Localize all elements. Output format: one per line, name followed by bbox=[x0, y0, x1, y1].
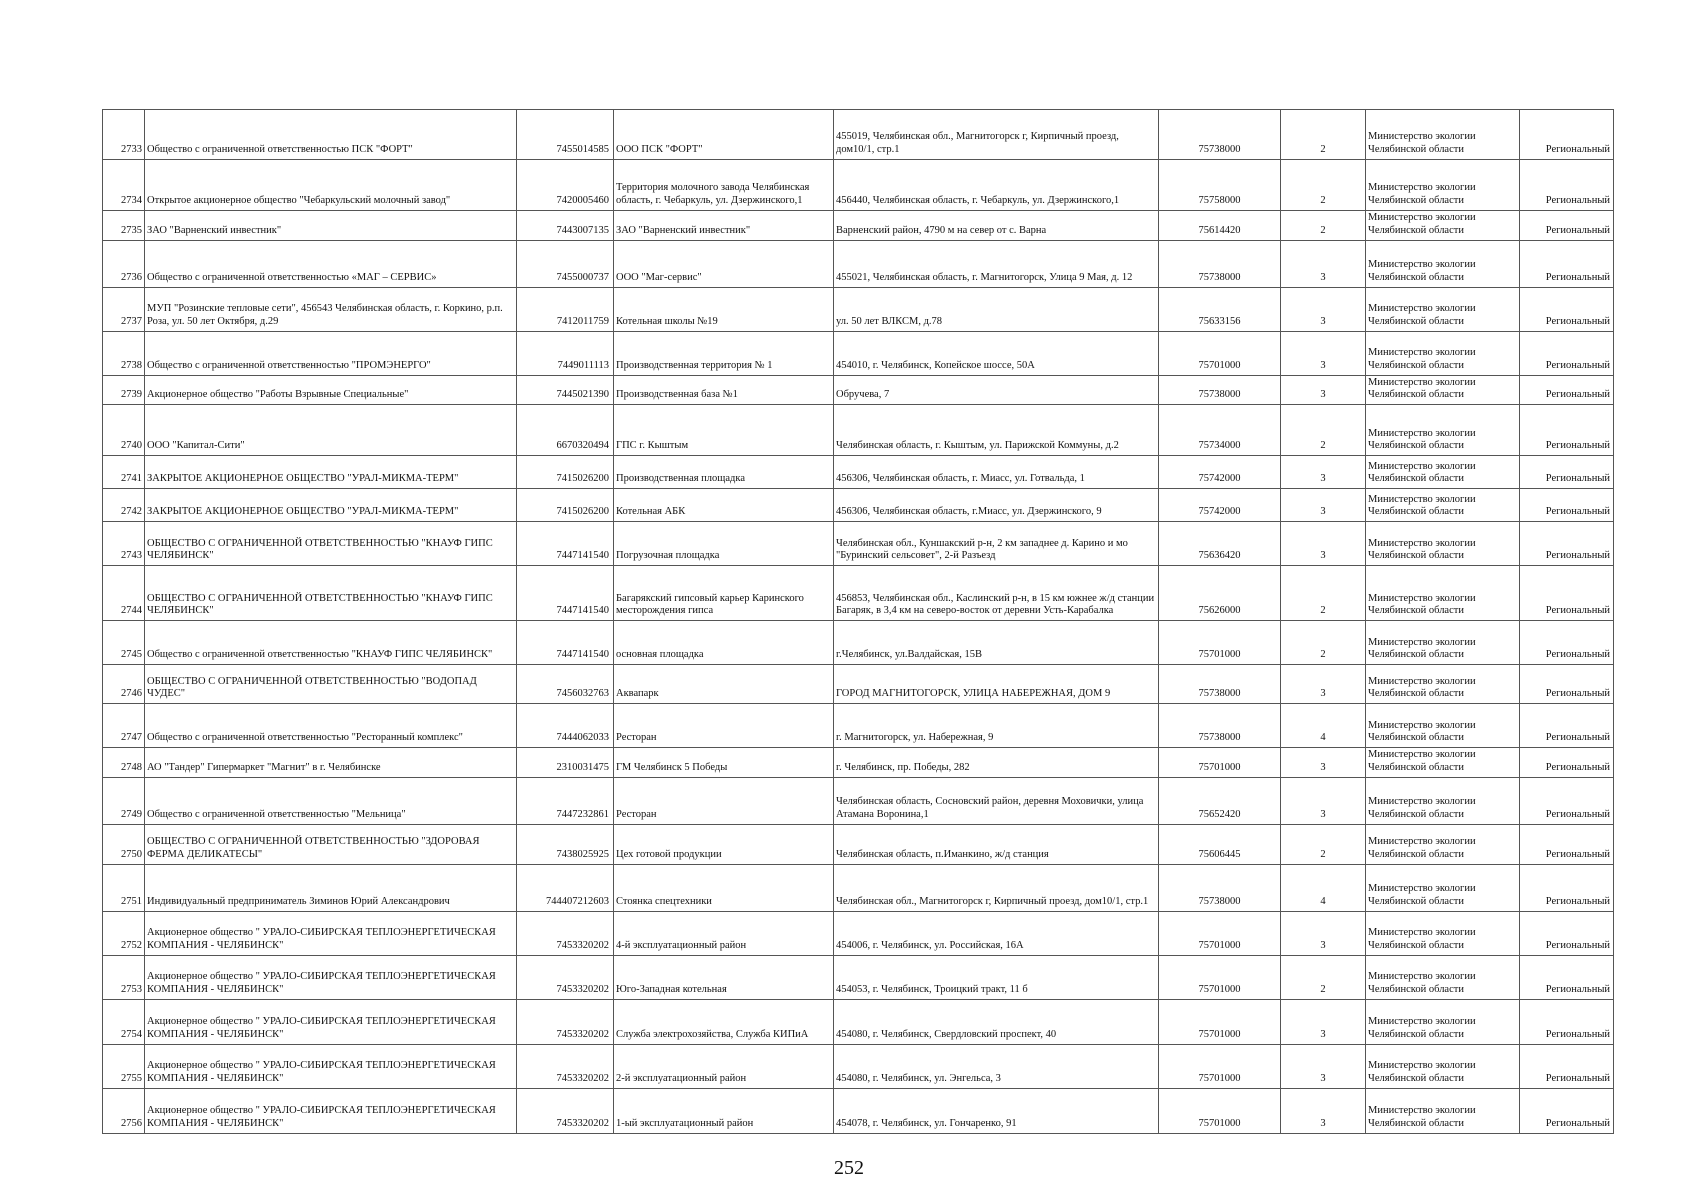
object-name: Аквапарк bbox=[614, 665, 834, 704]
inn-value: 7455014585 bbox=[517, 110, 614, 160]
table-row bbox=[103, 522, 1614, 566]
object-address: г. Магнитогорск, ул. Набережная, 9 bbox=[834, 704, 1159, 748]
row-number: 2749 bbox=[103, 777, 145, 824]
object-address: 456853, Челябинская обл., Каслинский р-н, в 15 км южнее ж/д станции Багаряк, в 3,4 км на северо-восток от деревни Усть-Карабалка bbox=[834, 566, 1159, 621]
hazard-category: 3 bbox=[1281, 489, 1366, 522]
supervision-level: Региональный bbox=[1520, 522, 1614, 566]
row-number: 2742 bbox=[103, 489, 145, 522]
table-row bbox=[103, 621, 1614, 665]
inn-value: 7445021390 bbox=[517, 375, 614, 405]
table-row bbox=[103, 160, 1614, 211]
hazard-category: 3 bbox=[1281, 999, 1366, 1044]
organization-name: Акционерное общество " УРАЛО-СИБИРСКАЯ ТЕПЛОЭНЕРГЕТИЧЕСКАЯ КОМПАНИЯ - ЧЕЛЯБИНСК" bbox=[145, 911, 517, 955]
hazard-category: 3 bbox=[1281, 331, 1366, 375]
oktmo-code: 75626000 bbox=[1159, 566, 1281, 621]
object-name: Котельная АБК bbox=[614, 489, 834, 522]
table-row bbox=[103, 456, 1614, 489]
supervision-level: Региональный bbox=[1520, 955, 1614, 999]
row-number: 2753 bbox=[103, 955, 145, 999]
hazard-category: 3 bbox=[1281, 777, 1366, 824]
inn-value: 7453320202 bbox=[517, 999, 614, 1044]
hazard-category: 3 bbox=[1281, 522, 1366, 566]
hazard-category: 3 bbox=[1281, 1088, 1366, 1133]
supervision-level: Региональный bbox=[1520, 1044, 1614, 1088]
hazard-category: 3 bbox=[1281, 665, 1366, 704]
table-row bbox=[103, 405, 1614, 456]
supervising-authority: Министерство экологии Челябинской области bbox=[1366, 704, 1520, 748]
object-name: ООО "Маг-сервис" bbox=[614, 240, 834, 287]
table-row bbox=[103, 704, 1614, 748]
inn-value: 744407212603 bbox=[517, 864, 614, 911]
row-number: 2750 bbox=[103, 824, 145, 864]
table-row bbox=[103, 955, 1614, 999]
object-name: ООО ПСК "ФОРТ" bbox=[614, 110, 834, 160]
table-row bbox=[103, 824, 1614, 864]
hazard-category: 3 bbox=[1281, 1044, 1366, 1088]
hazard-category: 3 bbox=[1281, 911, 1366, 955]
supervising-authority: Министерство экологии Челябинской области bbox=[1366, 522, 1520, 566]
row-number: 2734 bbox=[103, 160, 145, 211]
organization-name: Акционерное общество " УРАЛО-СИБИРСКАЯ ТЕПЛОЭНЕРГЕТИЧЕСКАЯ КОМПАНИЯ - ЧЕЛЯБИНСК" bbox=[145, 1044, 517, 1088]
table-row bbox=[103, 911, 1614, 955]
row-number: 2736 bbox=[103, 240, 145, 287]
object-name: Служба электрохозяйства, Служба КИПиА bbox=[614, 999, 834, 1044]
object-address: ул. 50 лет ВЛКСМ, д.78 bbox=[834, 287, 1159, 331]
object-name: Ресторан bbox=[614, 704, 834, 748]
supervising-authority: Министерство экологии Челябинской области bbox=[1366, 824, 1520, 864]
table-row bbox=[103, 1044, 1614, 1088]
object-address: 454053, г. Челябинск, Троицкий тракт, 11 б bbox=[834, 955, 1159, 999]
oktmo-code: 75758000 bbox=[1159, 160, 1281, 211]
supervision-level: Региональный bbox=[1520, 287, 1614, 331]
oktmo-code: 75701000 bbox=[1159, 999, 1281, 1044]
inn-value: 7420005460 bbox=[517, 160, 614, 211]
organization-name: Общество с ограниченной ответственностью "КНАУФ ГИПС ЧЕЛЯБИНСК" bbox=[145, 621, 517, 665]
object-name: Цех готовой продукции bbox=[614, 824, 834, 864]
object-name: ГМ Челябинск 5 Победы bbox=[614, 748, 834, 778]
table-row bbox=[103, 777, 1614, 824]
oktmo-code: 75701000 bbox=[1159, 331, 1281, 375]
table-row bbox=[103, 566, 1614, 621]
table-body bbox=[103, 110, 1614, 1134]
hazard-category: 3 bbox=[1281, 375, 1366, 405]
supervision-level: Региональный bbox=[1520, 566, 1614, 621]
hazard-category: 3 bbox=[1281, 748, 1366, 778]
object-name: Багарякский гипсовый карьер Каринского месторождения гипса bbox=[614, 566, 834, 621]
inn-value: 7412011759 bbox=[517, 287, 614, 331]
supervising-authority: Министерство экологии Челябинской области bbox=[1366, 1044, 1520, 1088]
hazard-category: 4 bbox=[1281, 704, 1366, 748]
supervision-level: Региональный bbox=[1520, 110, 1614, 160]
organization-name: Акционерное общество " УРАЛО-СИБИРСКАЯ ТЕПЛОЭНЕРГЕТИЧЕСКАЯ КОМПАНИЯ - ЧЕЛЯБИНСК" bbox=[145, 955, 517, 999]
inn-value: 2310031475 bbox=[517, 748, 614, 778]
table-row bbox=[103, 375, 1614, 405]
object-address: Челябинская область, Сосновский район, деревня Моховички, улица Атамана Воронина,1 bbox=[834, 777, 1159, 824]
table-row bbox=[103, 287, 1614, 331]
inn-value: 7449011113 bbox=[517, 331, 614, 375]
supervising-authority: Министерство экологии Челябинской области bbox=[1366, 566, 1520, 621]
oktmo-code: 75701000 bbox=[1159, 911, 1281, 955]
oktmo-code: 75738000 bbox=[1159, 704, 1281, 748]
organization-name: Индивидуальный предприниматель Зиминов Юрий Александрович bbox=[145, 864, 517, 911]
supervising-authority: Министерство экологии Челябинской области bbox=[1366, 489, 1520, 522]
row-number: 2738 bbox=[103, 331, 145, 375]
supervision-level: Региональный bbox=[1520, 331, 1614, 375]
hazard-category: 3 bbox=[1281, 456, 1366, 489]
row-number: 2745 bbox=[103, 621, 145, 665]
organization-name: Общество с ограниченной ответственностью ПСК "ФОРТ" bbox=[145, 110, 517, 160]
supervision-level: Региональный bbox=[1520, 160, 1614, 211]
object-address: г. Челябинск, пр. Победы, 282 bbox=[834, 748, 1159, 778]
row-number: 2743 bbox=[103, 522, 145, 566]
row-number: 2748 bbox=[103, 748, 145, 778]
object-address: ГОРОД МАГНИТОГОРСК, УЛИЦА НАБЕРЕЖНАЯ, ДОМ 9 bbox=[834, 665, 1159, 704]
organization-name: Общество с ограниченной ответственностью "Ресторанный комплекс" bbox=[145, 704, 517, 748]
table-row bbox=[103, 211, 1614, 241]
supervision-level: Региональный bbox=[1520, 999, 1614, 1044]
hazard-category: 3 bbox=[1281, 240, 1366, 287]
object-address: Обручева, 7 bbox=[834, 375, 1159, 405]
supervising-authority: Министерство экологии Челябинской области bbox=[1366, 211, 1520, 241]
oktmo-code: 75734000 bbox=[1159, 405, 1281, 456]
object-name: 1-ый эксплуатационный район bbox=[614, 1088, 834, 1133]
hazard-category: 4 bbox=[1281, 864, 1366, 911]
organization-name: Акционерное общество "Работы Взрывные Специальные" bbox=[145, 375, 517, 405]
supervision-level: Региональный bbox=[1520, 704, 1614, 748]
object-name: 2-й эксплуатационный район bbox=[614, 1044, 834, 1088]
row-number: 2733 bbox=[103, 110, 145, 160]
hazard-category: 2 bbox=[1281, 211, 1366, 241]
inn-value: 7447232861 bbox=[517, 777, 614, 824]
supervision-level: Региональный bbox=[1520, 405, 1614, 456]
object-name: Котельная школы №19 bbox=[614, 287, 834, 331]
supervision-level: Региональный bbox=[1520, 748, 1614, 778]
hazard-category: 2 bbox=[1281, 955, 1366, 999]
oktmo-code: 75652420 bbox=[1159, 777, 1281, 824]
supervision-level: Региональный bbox=[1520, 211, 1614, 241]
oktmo-code: 75738000 bbox=[1159, 864, 1281, 911]
inn-value: 7456032763 bbox=[517, 665, 614, 704]
organization-name: ОБЩЕСТВО С ОГРАНИЧЕННОЙ ОТВЕТСТВЕННОСТЬЮ "ВОДОПАД ЧУДЕС" bbox=[145, 665, 517, 704]
supervision-level: Региональный bbox=[1520, 456, 1614, 489]
table-row bbox=[103, 110, 1614, 160]
object-name: основная площадка bbox=[614, 621, 834, 665]
table-row bbox=[103, 240, 1614, 287]
table-row bbox=[103, 864, 1614, 911]
object-name: ЗАО "Варненский инвестник" bbox=[614, 211, 834, 241]
oktmo-code: 75701000 bbox=[1159, 1088, 1281, 1133]
supervising-authority: Министерство экологии Челябинской области bbox=[1366, 999, 1520, 1044]
row-number: 2756 bbox=[103, 1088, 145, 1133]
page-number: 252 bbox=[834, 1157, 864, 1179]
oktmo-code: 75701000 bbox=[1159, 748, 1281, 778]
oktmo-code: 75636420 bbox=[1159, 522, 1281, 566]
supervision-level: Региональный bbox=[1520, 864, 1614, 911]
supervision-level: Региональный bbox=[1520, 911, 1614, 955]
inn-value: 6670320494 bbox=[517, 405, 614, 456]
object-address: 454010, г. Челябинск, Копейское шоссе, 50А bbox=[834, 331, 1159, 375]
object-name: ГПС г. Кыштым bbox=[614, 405, 834, 456]
object-address: г.Челябинск, ул.Валдайская, 15В bbox=[834, 621, 1159, 665]
row-number: 2740 bbox=[103, 405, 145, 456]
table-row bbox=[103, 489, 1614, 522]
supervising-authority: Министерство экологии Челябинской области bbox=[1366, 864, 1520, 911]
object-name: Юго-Западная котельная bbox=[614, 955, 834, 999]
row-number: 2741 bbox=[103, 456, 145, 489]
hazard-category: 2 bbox=[1281, 824, 1366, 864]
inn-value: 7453320202 bbox=[517, 955, 614, 999]
table-row bbox=[103, 748, 1614, 778]
organization-name: ЗАКРЫТОЕ АКЦИОНЕРНОЕ ОБЩЕСТВО "УРАЛ-МИКМА-ТЕРМ" bbox=[145, 456, 517, 489]
hazard-category: 2 bbox=[1281, 110, 1366, 160]
row-number: 2744 bbox=[103, 566, 145, 621]
oktmo-code: 75633156 bbox=[1159, 287, 1281, 331]
table-row bbox=[103, 1088, 1614, 1133]
object-name: Погрузочная площадка bbox=[614, 522, 834, 566]
object-name: Производственная территория № 1 bbox=[614, 331, 834, 375]
hazard-category: 2 bbox=[1281, 621, 1366, 665]
supervising-authority: Министерство экологии Челябинской области bbox=[1366, 777, 1520, 824]
supervising-authority: Министерство экологии Челябинской области bbox=[1366, 240, 1520, 287]
hazard-category: 2 bbox=[1281, 566, 1366, 621]
registry-table bbox=[102, 109, 1614, 1134]
organization-name: МУП "Розинские тепловые сети", 456543 Челябинская область, г. Коркино, р.п. Роза, ул. 50 лет Октября, д.29 bbox=[145, 287, 517, 331]
oktmo-code: 75606445 bbox=[1159, 824, 1281, 864]
oktmo-code: 75701000 bbox=[1159, 1044, 1281, 1088]
organization-name: ООО "Капитал-Сити" bbox=[145, 405, 517, 456]
supervising-authority: Министерство экологии Челябинской области bbox=[1366, 911, 1520, 955]
row-number: 2754 bbox=[103, 999, 145, 1044]
organization-name: АО "Тандер" Гипермаркет "Магнит" в г. Челябинске bbox=[145, 748, 517, 778]
supervision-level: Региональный bbox=[1520, 375, 1614, 405]
organization-name: Акционерное общество " УРАЛО-СИБИРСКАЯ ТЕПЛОЭНЕРГЕТИЧЕСКАЯ КОМПАНИЯ - ЧЕЛЯБИНСК" bbox=[145, 999, 517, 1044]
row-number: 2755 bbox=[103, 1044, 145, 1088]
inn-value: 7447141540 bbox=[517, 621, 614, 665]
hazard-category: 2 bbox=[1281, 160, 1366, 211]
oktmo-code: 75738000 bbox=[1159, 110, 1281, 160]
object-address: Челябинская обл., Магнитогорск г, Кирпичный проезд, дом10/1, стр.1 bbox=[834, 864, 1159, 911]
supervision-level: Региональный bbox=[1520, 777, 1614, 824]
supervision-level: Региональный bbox=[1520, 240, 1614, 287]
row-number: 2739 bbox=[103, 375, 145, 405]
supervision-level: Региональный bbox=[1520, 824, 1614, 864]
row-number: 2747 bbox=[103, 704, 145, 748]
oktmo-code: 75614420 bbox=[1159, 211, 1281, 241]
object-address: 455021, Челябинская область, г. Магнитогорск, Улица 9 Мая, д. 12 bbox=[834, 240, 1159, 287]
inn-value: 7447141540 bbox=[517, 566, 614, 621]
object-name: Территория молочного завода Челябинская область, г. Чебаркуль, ул. Дзержинского,1 bbox=[614, 160, 834, 211]
row-number: 2752 bbox=[103, 911, 145, 955]
object-address: 454078, г. Челябинск, ул. Гончаренко, 91 bbox=[834, 1088, 1159, 1133]
inn-value: 7453320202 bbox=[517, 1088, 614, 1133]
object-name: Стоянка спецтехники bbox=[614, 864, 834, 911]
object-address: 456306, Челябинская область, г.Миасс, ул. Дзержинского, 9 bbox=[834, 489, 1159, 522]
inn-value: 7438025925 bbox=[517, 824, 614, 864]
organization-name: ОБЩЕСТВО С ОГРАНИЧЕННОЙ ОТВЕТСТВЕННОСТЬЮ "КНАУФ ГИПС ЧЕЛЯБИНСК" bbox=[145, 522, 517, 566]
hazard-category: 2 bbox=[1281, 405, 1366, 456]
oktmo-code: 75738000 bbox=[1159, 375, 1281, 405]
organization-name: ЗАКРЫТОЕ АКЦИОНЕРНОЕ ОБЩЕСТВО "УРАЛ-МИКМА-ТЕРМ" bbox=[145, 489, 517, 522]
object-name: Ресторан bbox=[614, 777, 834, 824]
oktmo-code: 75701000 bbox=[1159, 621, 1281, 665]
supervising-authority: Министерство экологии Челябинской области bbox=[1366, 1088, 1520, 1133]
supervising-authority: Министерство экологии Челябинской области bbox=[1366, 375, 1520, 405]
object-address: Челябинская область, г. Кыштым, ул. Парижской Коммуны, д.2 bbox=[834, 405, 1159, 456]
inn-value: 7455000737 bbox=[517, 240, 614, 287]
object-name: Производственная площадка bbox=[614, 456, 834, 489]
object-address: Варненский район, 4790 м на север от с. Варна bbox=[834, 211, 1159, 241]
inn-value: 7444062033 bbox=[517, 704, 614, 748]
organization-name: Общество с ограниченной ответственностью "ПРОМЭНЕРГО" bbox=[145, 331, 517, 375]
organization-name: Акционерное общество " УРАЛО-СИБИРСКАЯ ТЕПЛОЭНЕРГЕТИЧЕСКАЯ КОМПАНИЯ - ЧЕЛЯБИНСК" bbox=[145, 1088, 517, 1133]
row-number: 2751 bbox=[103, 864, 145, 911]
supervising-authority: Министерство экологии Челябинской области bbox=[1366, 287, 1520, 331]
supervision-level: Региональный bbox=[1520, 665, 1614, 704]
object-address: 454080, г. Челябинск, Свердловский проспект, 40 bbox=[834, 999, 1159, 1044]
oktmo-code: 75738000 bbox=[1159, 665, 1281, 704]
organization-name: ЗАО "Варненский инвестник" bbox=[145, 211, 517, 241]
object-address: 454080, г. Челябинск, ул. Энгельса, 3 bbox=[834, 1044, 1159, 1088]
organization-name: ОБЩЕСТВО С ОГРАНИЧЕННОЙ ОТВЕТСТВЕННОСТЬЮ "ЗДОРОВАЯ ФЕРМА ДЕЛИКАТЕСЫ" bbox=[145, 824, 517, 864]
organization-name: Общество с ограниченной ответственностью "Мельница" bbox=[145, 777, 517, 824]
table-row bbox=[103, 331, 1614, 375]
inn-value: 7415026200 bbox=[517, 489, 614, 522]
object-address: 455019, Челябинская обл., Магнитогорск г, Кирпичный проезд, дом10/1, стр.1 bbox=[834, 110, 1159, 160]
supervising-authority: Министерство экологии Челябинской области bbox=[1366, 160, 1520, 211]
inn-value: 7453320202 bbox=[517, 1044, 614, 1088]
object-address: 456306, Челябинская область, г. Миасс, ул. Готвальда, 1 bbox=[834, 456, 1159, 489]
row-number: 2737 bbox=[103, 287, 145, 331]
oktmo-code: 75701000 bbox=[1159, 955, 1281, 999]
object-address: 454006, г. Челябинск, ул. Российская, 16А bbox=[834, 911, 1159, 955]
organization-name: Общество с ограниченной ответственностью «МАГ – СЕРВИС» bbox=[145, 240, 517, 287]
row-number: 2746 bbox=[103, 665, 145, 704]
table-row bbox=[103, 999, 1614, 1044]
supervising-authority: Министерство экологии Челябинской области bbox=[1366, 405, 1520, 456]
supervising-authority: Министерство экологии Челябинской области bbox=[1366, 456, 1520, 489]
hazard-category: 3 bbox=[1281, 287, 1366, 331]
supervising-authority: Министерство экологии Челябинской области bbox=[1366, 748, 1520, 778]
object-address: 456440, Челябинская область, г. Чебаркуль, ул. Дзержинского,1 bbox=[834, 160, 1159, 211]
supervising-authority: Министерство экологии Челябинской области bbox=[1366, 665, 1520, 704]
object-address: Челябинская область, п.Иманкино, ж/д станция bbox=[834, 824, 1159, 864]
object-name: Производственная база №1 bbox=[614, 375, 834, 405]
row-number: 2735 bbox=[103, 211, 145, 241]
object-name: 4-й эксплуатационный район bbox=[614, 911, 834, 955]
inn-value: 7453320202 bbox=[517, 911, 614, 955]
table-row bbox=[103, 665, 1614, 704]
supervising-authority: Министерство экологии Челябинской области bbox=[1366, 110, 1520, 160]
supervision-level: Региональный bbox=[1520, 621, 1614, 665]
supervising-authority: Министерство экологии Челябинской области bbox=[1366, 955, 1520, 999]
inn-value: 7443007135 bbox=[517, 211, 614, 241]
inn-value: 7415026200 bbox=[517, 456, 614, 489]
oktmo-code: 75742000 bbox=[1159, 489, 1281, 522]
supervision-level: Региональный bbox=[1520, 489, 1614, 522]
oktmo-code: 75742000 bbox=[1159, 456, 1281, 489]
supervising-authority: Министерство экологии Челябинской области bbox=[1366, 621, 1520, 665]
organization-name: Открытое акционерное общество "Чебаркульский молочный завод" bbox=[145, 160, 517, 211]
organization-name: ОБЩЕСТВО С ОГРАНИЧЕННОЙ ОТВЕТСТВЕННОСТЬЮ "КНАУФ ГИПС ЧЕЛЯБИНСК" bbox=[145, 566, 517, 621]
object-address: Челябинская обл., Куншакский р-н, 2 км западнее д. Карино и мо "Буринский сельсовет", 2-й Разъезд bbox=[834, 522, 1159, 566]
supervision-level: Региональный bbox=[1520, 1088, 1614, 1133]
oktmo-code: 75738000 bbox=[1159, 240, 1281, 287]
supervising-authority: Министерство экологии Челябинской области bbox=[1366, 331, 1520, 375]
inn-value: 7447141540 bbox=[517, 522, 614, 566]
